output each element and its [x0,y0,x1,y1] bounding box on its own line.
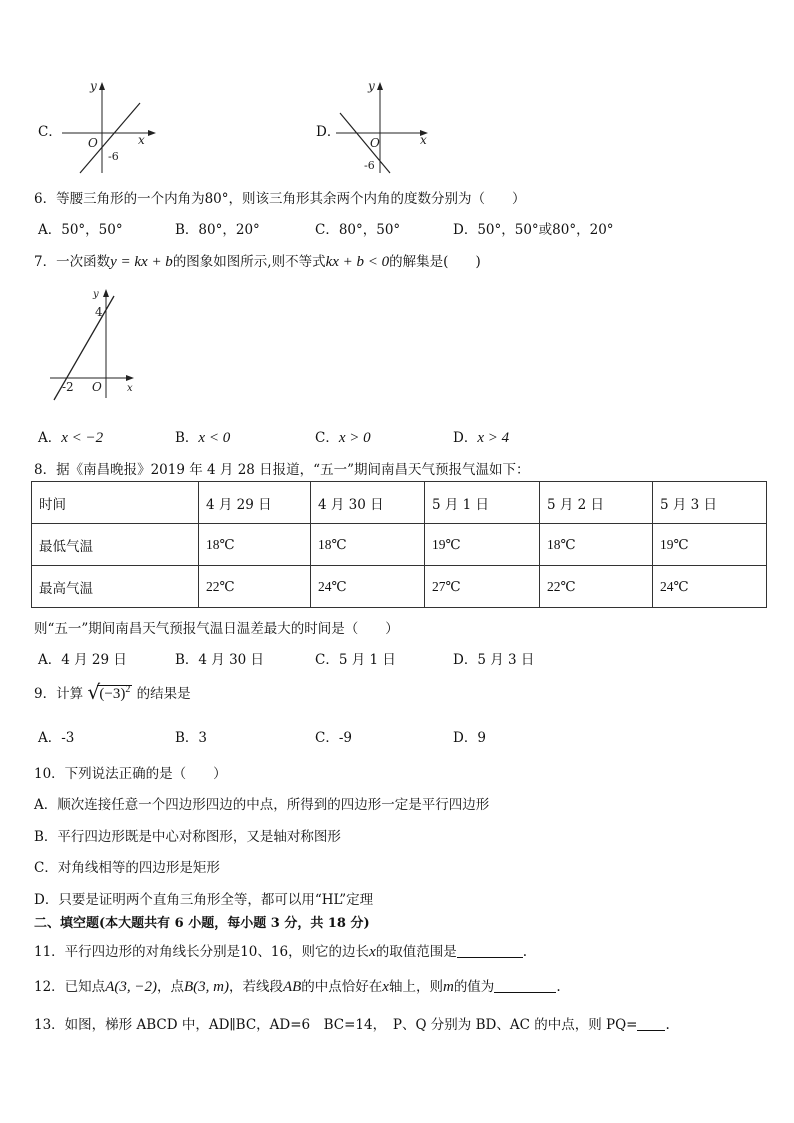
q9-stem: 9．计算 √ $(-3)^2$ 的结果是 [34,680,191,704]
origin-label: O [370,136,380,150]
q9-option-d[interactable]: D．9 [453,730,486,746]
intercept-label: -6 [364,159,375,172]
row-label: 最低气温 [32,524,199,566]
table-cell: 27℃ [425,566,540,608]
sqrt-symbol: √ [87,680,101,704]
table-header-cell: 4 月 30 日 [311,482,425,524]
graph-option-c [60,78,160,176]
q10-stem: 10．下列说法正确的是（ ） [34,766,227,782]
q8-option-d[interactable]: D．5 月 3 日 [453,652,535,668]
row-label: 最高气温 [32,566,199,608]
sqrt-expression: √ $(-3)^2$ [87,680,131,704]
q6-option-a[interactable]: A．50°，50° [38,222,123,238]
table-cell: 18℃ [199,524,311,566]
q8-question: 则“五一”期间南昌天气预报气温日温差最大的时间是（ ） [34,621,399,637]
table-header-cell: 时间 [32,482,199,524]
answer-blank[interactable] [457,943,523,958]
x-axis-label: x [138,133,145,147]
q9-option-a[interactable]: A．-3 [38,730,75,746]
table-header-row [32,482,767,524]
table-cell: 22℃ [199,566,311,608]
q10-option-d[interactable]: D．只要是证明两个直角三角形全等，都可以用“HL”定理 [34,892,374,908]
y-axis-label: y [368,79,375,93]
q8-option-b[interactable]: B．4 月 30 日 [175,652,265,668]
table-cell: 24℃ [311,566,425,608]
table-header-cell: 5 月 1 日 [425,482,540,524]
intercept-label: -6 [108,150,119,163]
q6-option-d[interactable]: D．50°，50°或80°，20° [453,222,614,238]
q8-stem: 8．据《南昌晚报》2019 年 4 月 28 日报道，“五一”期间南昌天气预报气温如下： [34,462,530,478]
table-header-cell: 5 月 2 日 [540,482,653,524]
q6-option-b[interactable]: B．80°，20° [175,222,260,238]
table-cell: 24℃ [653,566,767,608]
q8-option-c[interactable]: C．5 月 1 日 [315,652,396,668]
answer-blank[interactable] [494,978,556,993]
temperature-table [31,481,767,608]
table-cell: 18℃ [311,524,425,566]
q6-stem: 6．等腰三角形的一个内角为80°，则该三角形其余两个内角的度数分别为（ ） [34,191,526,207]
q10-option-b[interactable]: B．平行四边形既是中心对称图形，又是轴对称图形 [34,829,341,845]
table-row [32,524,767,566]
x-axis-label: x [127,383,133,394]
origin-label: O [88,136,98,150]
q7-option-c[interactable]: C．x > 0 [315,430,371,446]
q6-option-c[interactable]: C．80°，50° [315,222,401,238]
q9-option-c[interactable]: C．-9 [315,730,352,746]
option-c-label: C． [38,124,62,140]
option-d-label: D． [316,124,341,140]
table-header-cell: 5 月 3 日 [653,482,767,524]
x-axis-label: x [420,133,427,147]
graph-option-d [334,78,434,176]
q12-stem: 12．已知点A(3, −2)，点B(3, m)，若线段AB的中点恰好在x轴上，则m的值为 . [34,979,561,995]
y-axis-label: y [93,289,99,300]
table-cell: 19℃ [653,524,767,566]
q7-option-b[interactable]: B．x < 0 [175,430,231,446]
q10-option-c[interactable]: C．对角线相等的四边形是矩形 [34,860,220,876]
x-intercept-label: -2 [62,380,74,394]
y-intercept-label: 4 [95,305,103,319]
q7-stem: 7．一次函数y = kx + b的图象如图所示,则不等式kx + b < 0的解集是( ) [34,254,481,270]
table-cell: 22℃ [540,566,653,608]
table-cell: 19℃ [425,524,540,566]
y-axis-label: y [90,79,97,93]
table-row [32,566,767,608]
answer-blank[interactable] [637,1016,665,1031]
q8-option-a[interactable]: A．4 月 29 日 [38,652,127,668]
q10-option-a[interactable]: A．顺次连接任意一个四边形四边的中点，所得到的四边形一定是平行四边形 [34,797,490,813]
table-cell: 18℃ [540,524,653,566]
q7-option-d[interactable]: D．x > 4 [453,430,510,446]
section-heading: 二、填空题(本大题共有 6 小题，每小题 3 分，共 18 分) [34,916,370,931]
q9-option-b[interactable]: B．3 [175,730,208,746]
q11-stem: 11．平行四边形的对角线长分别是10、16，则它的边长x的取值范围是 . [34,944,528,960]
q7-inequality: kx + b < 0 [325,254,390,270]
q7-graph [48,282,140,402]
q7-option-a[interactable]: A．x < −2 [38,430,104,446]
q13-stem: 13．如图，梯形 ABCD 中，AD∥BC，AD=6 BC=14， P、Q 分别为 BD、AC 的中点，则 PQ= . [34,1017,670,1033]
q7-function: y = kx + b [110,254,173,270]
origin-label: O [92,380,102,394]
table-header-cell: 4 月 29 日 [199,482,311,524]
